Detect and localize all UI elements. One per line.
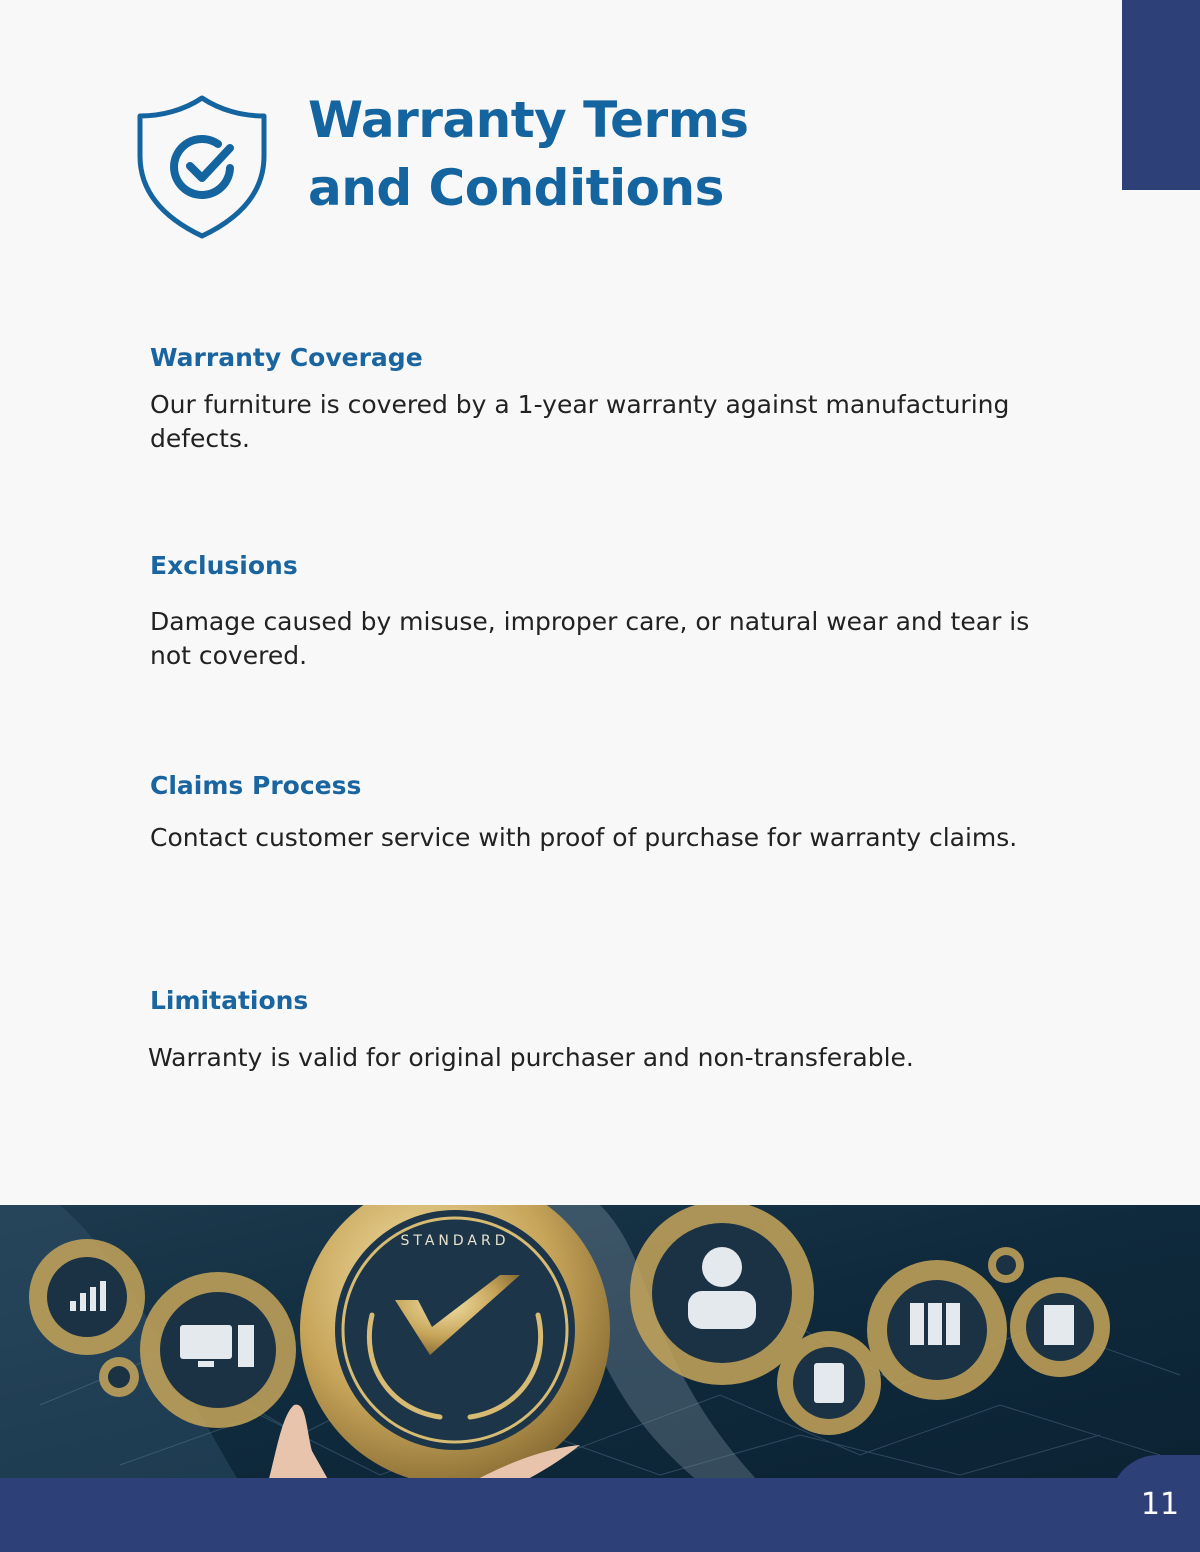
page-title-line-2: and Conditions — [308, 159, 724, 217]
section-body: Warranty is valid for original purchaser and non-transferable. — [148, 1043, 914, 1072]
page-title — [308, 86, 868, 222]
section-limitations — [150, 985, 1050, 1075]
footer-bar — [0, 1478, 1200, 1552]
page-number: 11 — [1140, 1487, 1180, 1522]
page-title-line-1: Warranty Terms — [308, 91, 749, 149]
section-heading: Claims Process — [150, 771, 362, 800]
section-body: Damage caused by misuse, improper care, or natural wear and tear is not covered. — [150, 607, 1030, 670]
section-body: Our furniture is covered by a 1-year warranty against manufacturing defects. — [150, 390, 1010, 453]
section-heading: Exclusions — [150, 551, 298, 580]
section-exclusions — [150, 550, 1050, 673]
section-warranty-coverage — [150, 342, 1050, 456]
section-heading: Warranty Coverage — [150, 343, 423, 372]
seal-text: STANDARD — [400, 1233, 510, 1249]
corner-accent-tab — [1122, 0, 1200, 190]
section-heading: Limitations — [150, 986, 309, 1015]
shield-check-icon — [134, 94, 270, 240]
section-body: Contact customer service with proof of purchase for warranty claims. — [150, 823, 1018, 852]
banner-image — [0, 1205, 1200, 1483]
section-claims-process — [150, 770, 1050, 855]
